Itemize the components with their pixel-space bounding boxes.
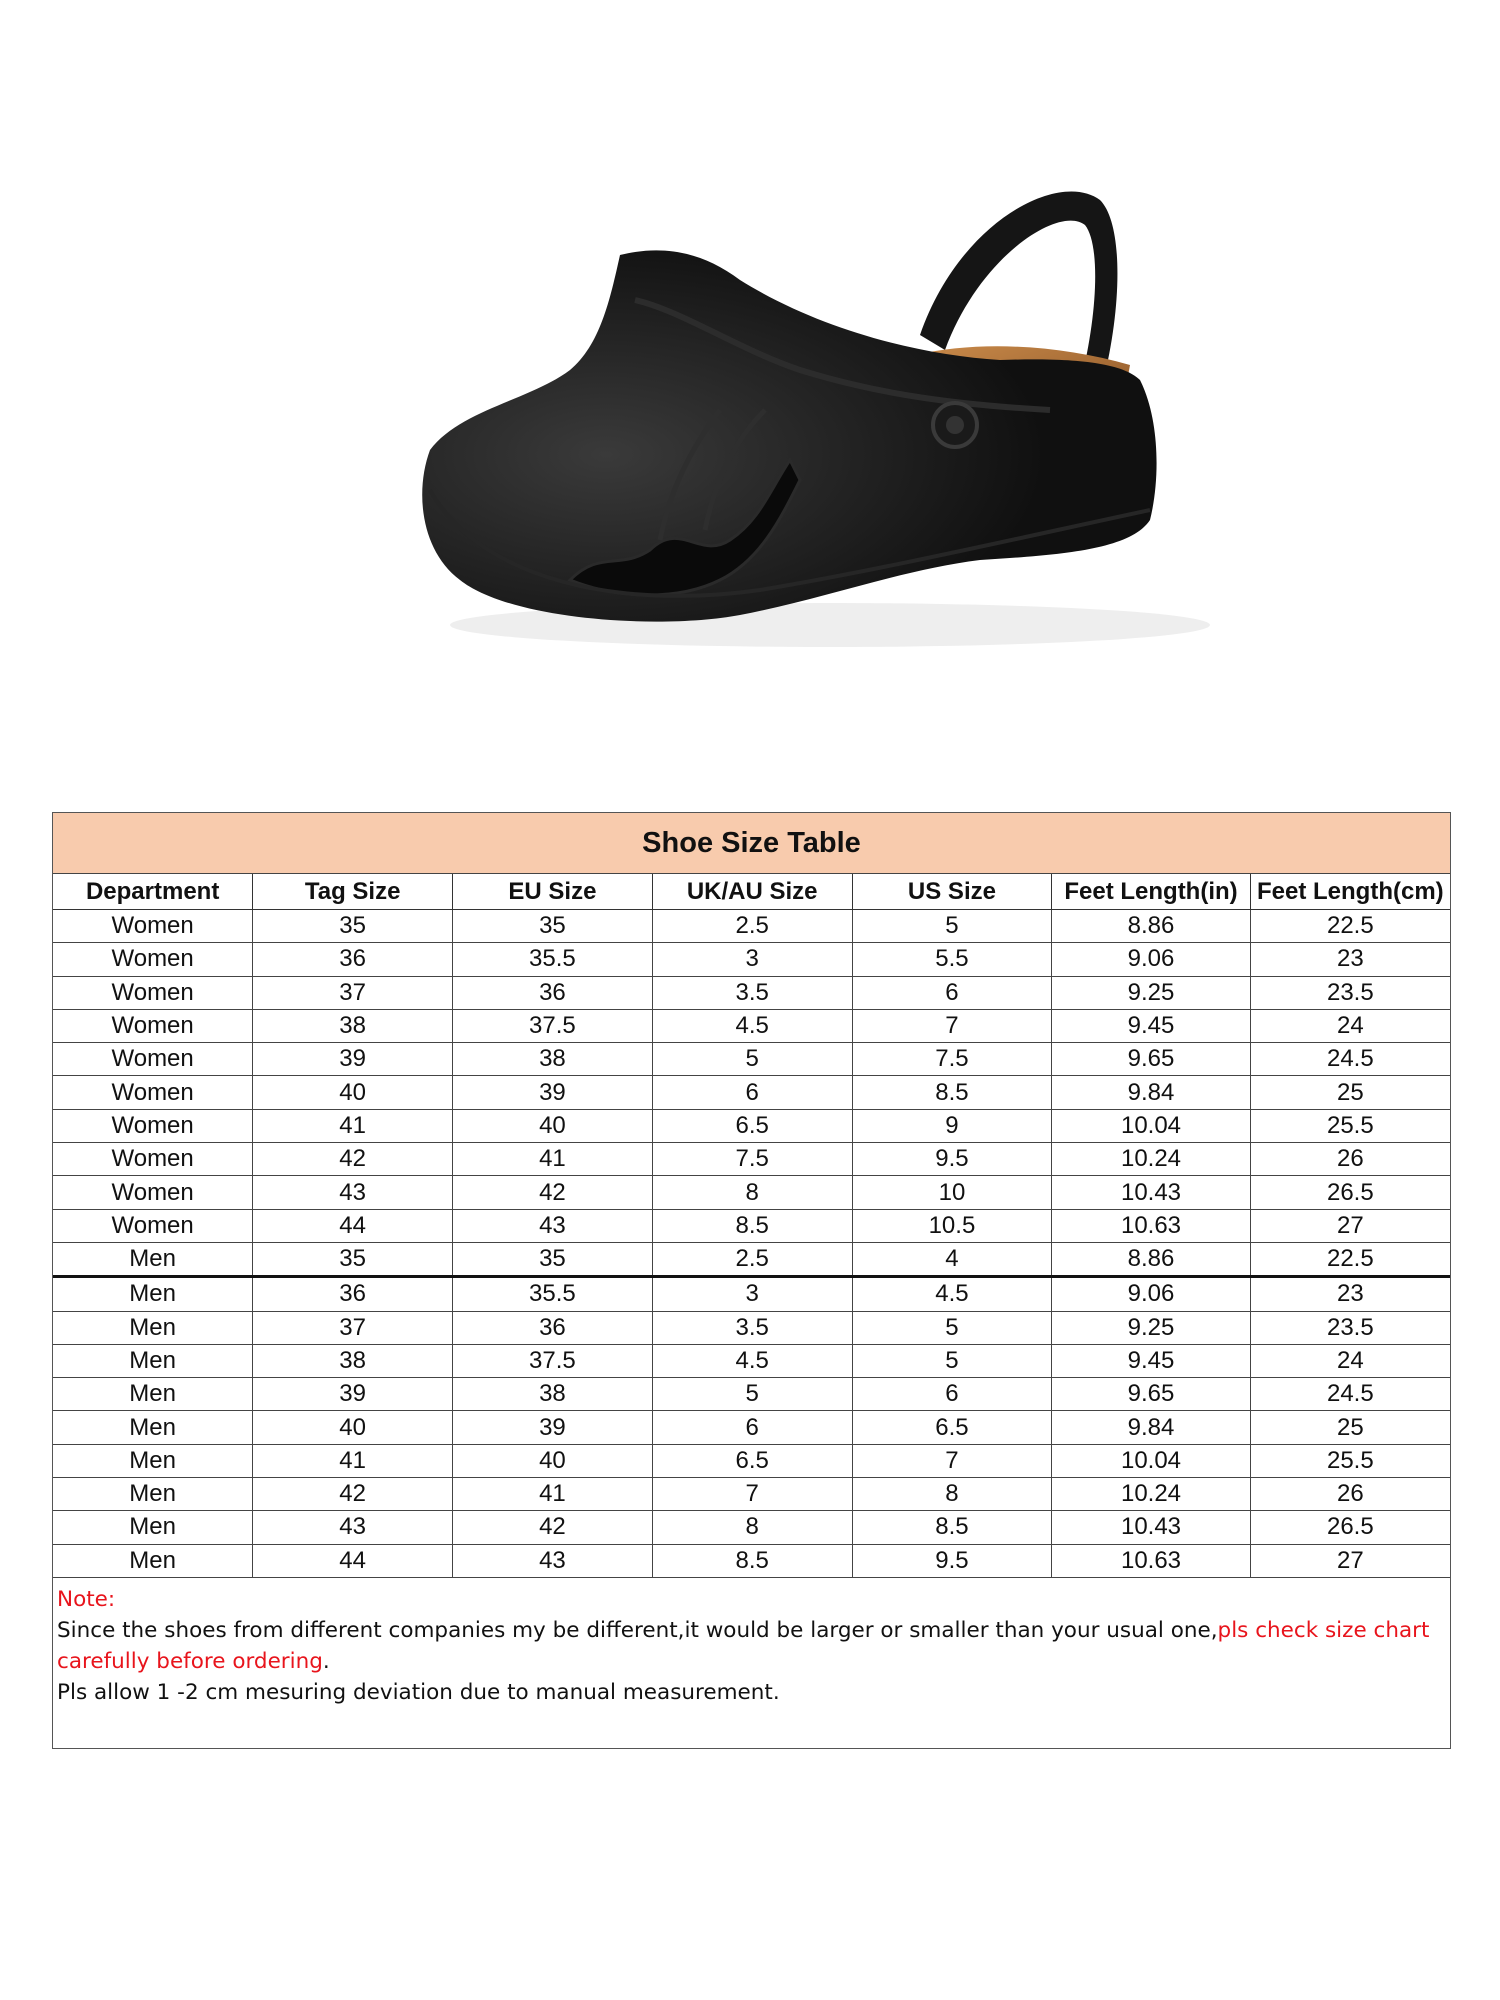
table-cell: 24.5	[1250, 1043, 1450, 1076]
table-cell: 3	[652, 943, 852, 976]
note-text-red: pls check size chart carefully before ordering	[57, 1617, 1430, 1674]
note-text-black: Since the shoes from different companies my be different,it would be larger or smaller than your usual one,	[57, 1617, 1218, 1643]
table-row	[53, 1176, 1450, 1209]
table-cell: 36	[253, 1277, 453, 1311]
table-cell: 39	[453, 1411, 653, 1444]
table-cell: Women	[53, 943, 253, 976]
table-cell: 10.24	[1052, 1143, 1250, 1176]
table-cell: 9.5	[852, 1544, 1052, 1577]
table-cell: 9.45	[1052, 1009, 1250, 1042]
table-cell: 7.5	[852, 1043, 1052, 1076]
table-cell: 35.5	[453, 1277, 653, 1311]
table-row	[53, 1478, 1450, 1511]
table-cell: 43	[253, 1176, 453, 1209]
table-cell: 9.25	[1052, 976, 1250, 1009]
table-cell: 6	[852, 976, 1052, 1009]
table-cell: 37.5	[453, 1344, 653, 1377]
table-cell: 9.06	[1052, 1277, 1250, 1311]
table-cell: 9.84	[1052, 1076, 1250, 1109]
table-cell: 42	[453, 1176, 653, 1209]
table-cell: 37.5	[453, 1009, 653, 1042]
table-cell: 6	[652, 1076, 852, 1109]
table-body	[53, 910, 1450, 1578]
table-cell: 5	[852, 1344, 1052, 1377]
table-row	[53, 1076, 1450, 1109]
table-cell: 39	[453, 1076, 653, 1109]
note-line-2: Pls allow 1 -2 cm mesuring deviation due to manual measurement.	[57, 1679, 780, 1705]
table-cell: 35	[453, 1242, 653, 1276]
table-cell: 3.5	[652, 1311, 852, 1344]
table-cell: 3	[652, 1277, 852, 1311]
table-cell: 9.65	[1052, 1043, 1250, 1076]
column-header: Tag Size	[253, 874, 453, 910]
table-cell: 41	[253, 1109, 453, 1142]
table-cell: 8	[652, 1176, 852, 1209]
table-cell: Men	[53, 1444, 253, 1477]
table-cell: Women	[53, 1043, 253, 1076]
table-row	[53, 1209, 1450, 1242]
table-cell: 5	[652, 1043, 852, 1076]
table-cell: Men	[53, 1311, 253, 1344]
table-cell: 5	[852, 910, 1052, 943]
table-cell: 8.5	[652, 1209, 852, 1242]
table-cell: 9.84	[1052, 1411, 1250, 1444]
table-cell: 38	[253, 1344, 453, 1377]
shoe-body	[422, 250, 1156, 621]
table-cell: Men	[53, 1478, 253, 1511]
column-header: Department	[53, 874, 253, 910]
table-cell: 36	[453, 1311, 653, 1344]
table-cell: Women	[53, 1076, 253, 1109]
table-cell: 43	[453, 1544, 653, 1577]
table-cell: 7.5	[652, 1143, 852, 1176]
table-cell: 26	[1250, 1143, 1450, 1176]
table-cell: 36	[253, 943, 453, 976]
table-cell: 35	[453, 910, 653, 943]
table-row	[53, 1378, 1450, 1411]
table-cell: 23.5	[1250, 1311, 1450, 1344]
table-cell: 42	[253, 1143, 453, 1176]
table-cell: 26.5	[1250, 1176, 1450, 1209]
table-row	[53, 943, 1450, 976]
table-cell: 7	[652, 1478, 852, 1511]
table-cell: 24	[1250, 1009, 1450, 1042]
column-header: Feet Length(cm)	[1250, 874, 1450, 910]
table-cell: Men	[53, 1242, 253, 1276]
table-cell: 10.04	[1052, 1109, 1250, 1142]
table-cell: 10.04	[1052, 1444, 1250, 1477]
table-cell: Men	[53, 1344, 253, 1377]
table-cell: 2.5	[652, 1242, 852, 1276]
table-cell: 36	[453, 976, 653, 1009]
table-cell: 22.5	[1250, 910, 1450, 943]
table-row	[53, 1544, 1450, 1577]
table-cell: 9.45	[1052, 1344, 1250, 1377]
table-cell: 8	[652, 1511, 852, 1544]
product-image-clog-shoe	[360, 160, 1320, 660]
table-cell: 2.5	[652, 910, 852, 943]
table-cell: 40	[453, 1444, 653, 1477]
table-cell: 39	[253, 1043, 453, 1076]
table-cell: 41	[453, 1143, 653, 1176]
table-cell: 4.5	[652, 1009, 852, 1042]
table-cell: 25.5	[1250, 1444, 1450, 1477]
table-cell: Women	[53, 1109, 253, 1142]
table-cell: 9.65	[1052, 1378, 1250, 1411]
table-cell: 40	[253, 1411, 453, 1444]
table-cell: 41	[453, 1478, 653, 1511]
table-cell: Men	[53, 1378, 253, 1411]
table-cell: 8.86	[1052, 910, 1250, 943]
table-row	[53, 1344, 1450, 1377]
table-cell: 4	[852, 1242, 1052, 1276]
table-row	[53, 1411, 1450, 1444]
table-cell: 38	[453, 1378, 653, 1411]
table-cell: 8.5	[852, 1511, 1052, 1544]
table-cell: 22.5	[1250, 1242, 1450, 1276]
table-row	[53, 1109, 1450, 1142]
note-text-end: .	[322, 1648, 330, 1674]
table-cell: 43	[453, 1209, 653, 1242]
note-section	[53, 1578, 1450, 1748]
table-cell: Men	[53, 1277, 253, 1311]
table-cell: Women	[53, 976, 253, 1009]
table-cell: Men	[53, 1544, 253, 1577]
column-header: EU Size	[453, 874, 653, 910]
table-cell: 38	[453, 1043, 653, 1076]
size-table-container	[52, 812, 1451, 1749]
note-label: Note:	[57, 1586, 116, 1612]
table-row	[53, 1242, 1450, 1276]
table-cell: 10	[852, 1176, 1052, 1209]
table-cell: 35.5	[453, 943, 653, 976]
table-cell: 6.5	[652, 1444, 852, 1477]
note-line-1	[57, 1615, 1446, 1677]
table-cell: 43	[253, 1511, 453, 1544]
table-cell: 35	[253, 1242, 453, 1276]
column-header: Feet Length(in)	[1052, 874, 1250, 910]
table-cell: 8.86	[1052, 1242, 1250, 1276]
table-row	[53, 976, 1450, 1009]
table-row	[53, 1043, 1450, 1076]
table-row	[53, 1009, 1450, 1042]
table-cell: 4.5	[652, 1344, 852, 1377]
table-cell: 23	[1250, 1277, 1450, 1311]
table-cell: 3.5	[652, 976, 852, 1009]
table-cell: 7	[852, 1444, 1052, 1477]
table-cell: 26.5	[1250, 1511, 1450, 1544]
table-cell: 6	[652, 1411, 852, 1444]
table-row	[53, 1311, 1450, 1344]
table-cell: 44	[253, 1209, 453, 1242]
table-cell: 37	[253, 1311, 453, 1344]
table-cell: 8.5	[852, 1076, 1052, 1109]
table-cell: 6	[852, 1378, 1052, 1411]
table-row	[53, 1143, 1450, 1176]
table-cell: 10.24	[1052, 1478, 1250, 1511]
table-cell: 25	[1250, 1411, 1450, 1444]
table-cell: 27	[1250, 1209, 1450, 1242]
table-cell: 5	[652, 1378, 852, 1411]
column-header: UK/AU Size	[652, 874, 852, 910]
table-cell: Women	[53, 1009, 253, 1042]
table-cell: 38	[253, 1009, 453, 1042]
table-cell: 40	[253, 1076, 453, 1109]
table-cell: Women	[53, 1176, 253, 1209]
table-cell: 9.06	[1052, 943, 1250, 976]
table-row	[53, 910, 1450, 943]
table-cell: 5	[852, 1311, 1052, 1344]
table-cell: 6.5	[852, 1411, 1052, 1444]
table-cell: 4.5	[852, 1277, 1052, 1311]
table-cell: 7	[852, 1009, 1052, 1042]
table-cell: 39	[253, 1378, 453, 1411]
table-cell: Men	[53, 1511, 253, 1544]
table-cell: 35	[253, 910, 453, 943]
table-cell: 23	[1250, 943, 1450, 976]
table-cell: 9	[852, 1109, 1052, 1142]
table-cell: 40	[453, 1109, 653, 1142]
table-cell: 10.63	[1052, 1209, 1250, 1242]
table-cell: 10.43	[1052, 1511, 1250, 1544]
table-row	[53, 1277, 1450, 1311]
table-cell: 10.63	[1052, 1544, 1250, 1577]
table-cell: 42	[453, 1511, 653, 1544]
table-cell: 41	[253, 1444, 453, 1477]
table-cell: Women	[53, 910, 253, 943]
table-cell: 27	[1250, 1544, 1450, 1577]
table-cell: 5.5	[852, 943, 1052, 976]
table-cell: 25	[1250, 1076, 1450, 1109]
strap-button-center	[946, 416, 964, 434]
table-cell: 24	[1250, 1344, 1450, 1377]
table-cell: 42	[253, 1478, 453, 1511]
table-cell: 23.5	[1250, 976, 1450, 1009]
table-cell: 26	[1250, 1478, 1450, 1511]
table-row	[53, 1444, 1450, 1477]
table-cell: 37	[253, 976, 453, 1009]
table-cell: 44	[253, 1544, 453, 1577]
table-cell: 8	[852, 1478, 1052, 1511]
table-cell: 9.25	[1052, 1311, 1250, 1344]
table-cell: 9.5	[852, 1143, 1052, 1176]
column-header-row	[53, 874, 1450, 910]
column-header: US Size	[852, 874, 1052, 910]
table-cell: Women	[53, 1143, 253, 1176]
table-title: Shoe Size Table	[53, 813, 1450, 874]
table-row	[53, 1511, 1450, 1544]
table-cell: 8.5	[652, 1544, 852, 1577]
table-cell: 10.5	[852, 1209, 1052, 1242]
table-cell: 6.5	[652, 1109, 852, 1142]
table-cell: Men	[53, 1411, 253, 1444]
table-cell: Women	[53, 1209, 253, 1242]
table-cell: 24.5	[1250, 1378, 1450, 1411]
shoe-size-table	[53, 813, 1450, 1578]
table-cell: 10.43	[1052, 1176, 1250, 1209]
table-cell: 25.5	[1250, 1109, 1450, 1142]
